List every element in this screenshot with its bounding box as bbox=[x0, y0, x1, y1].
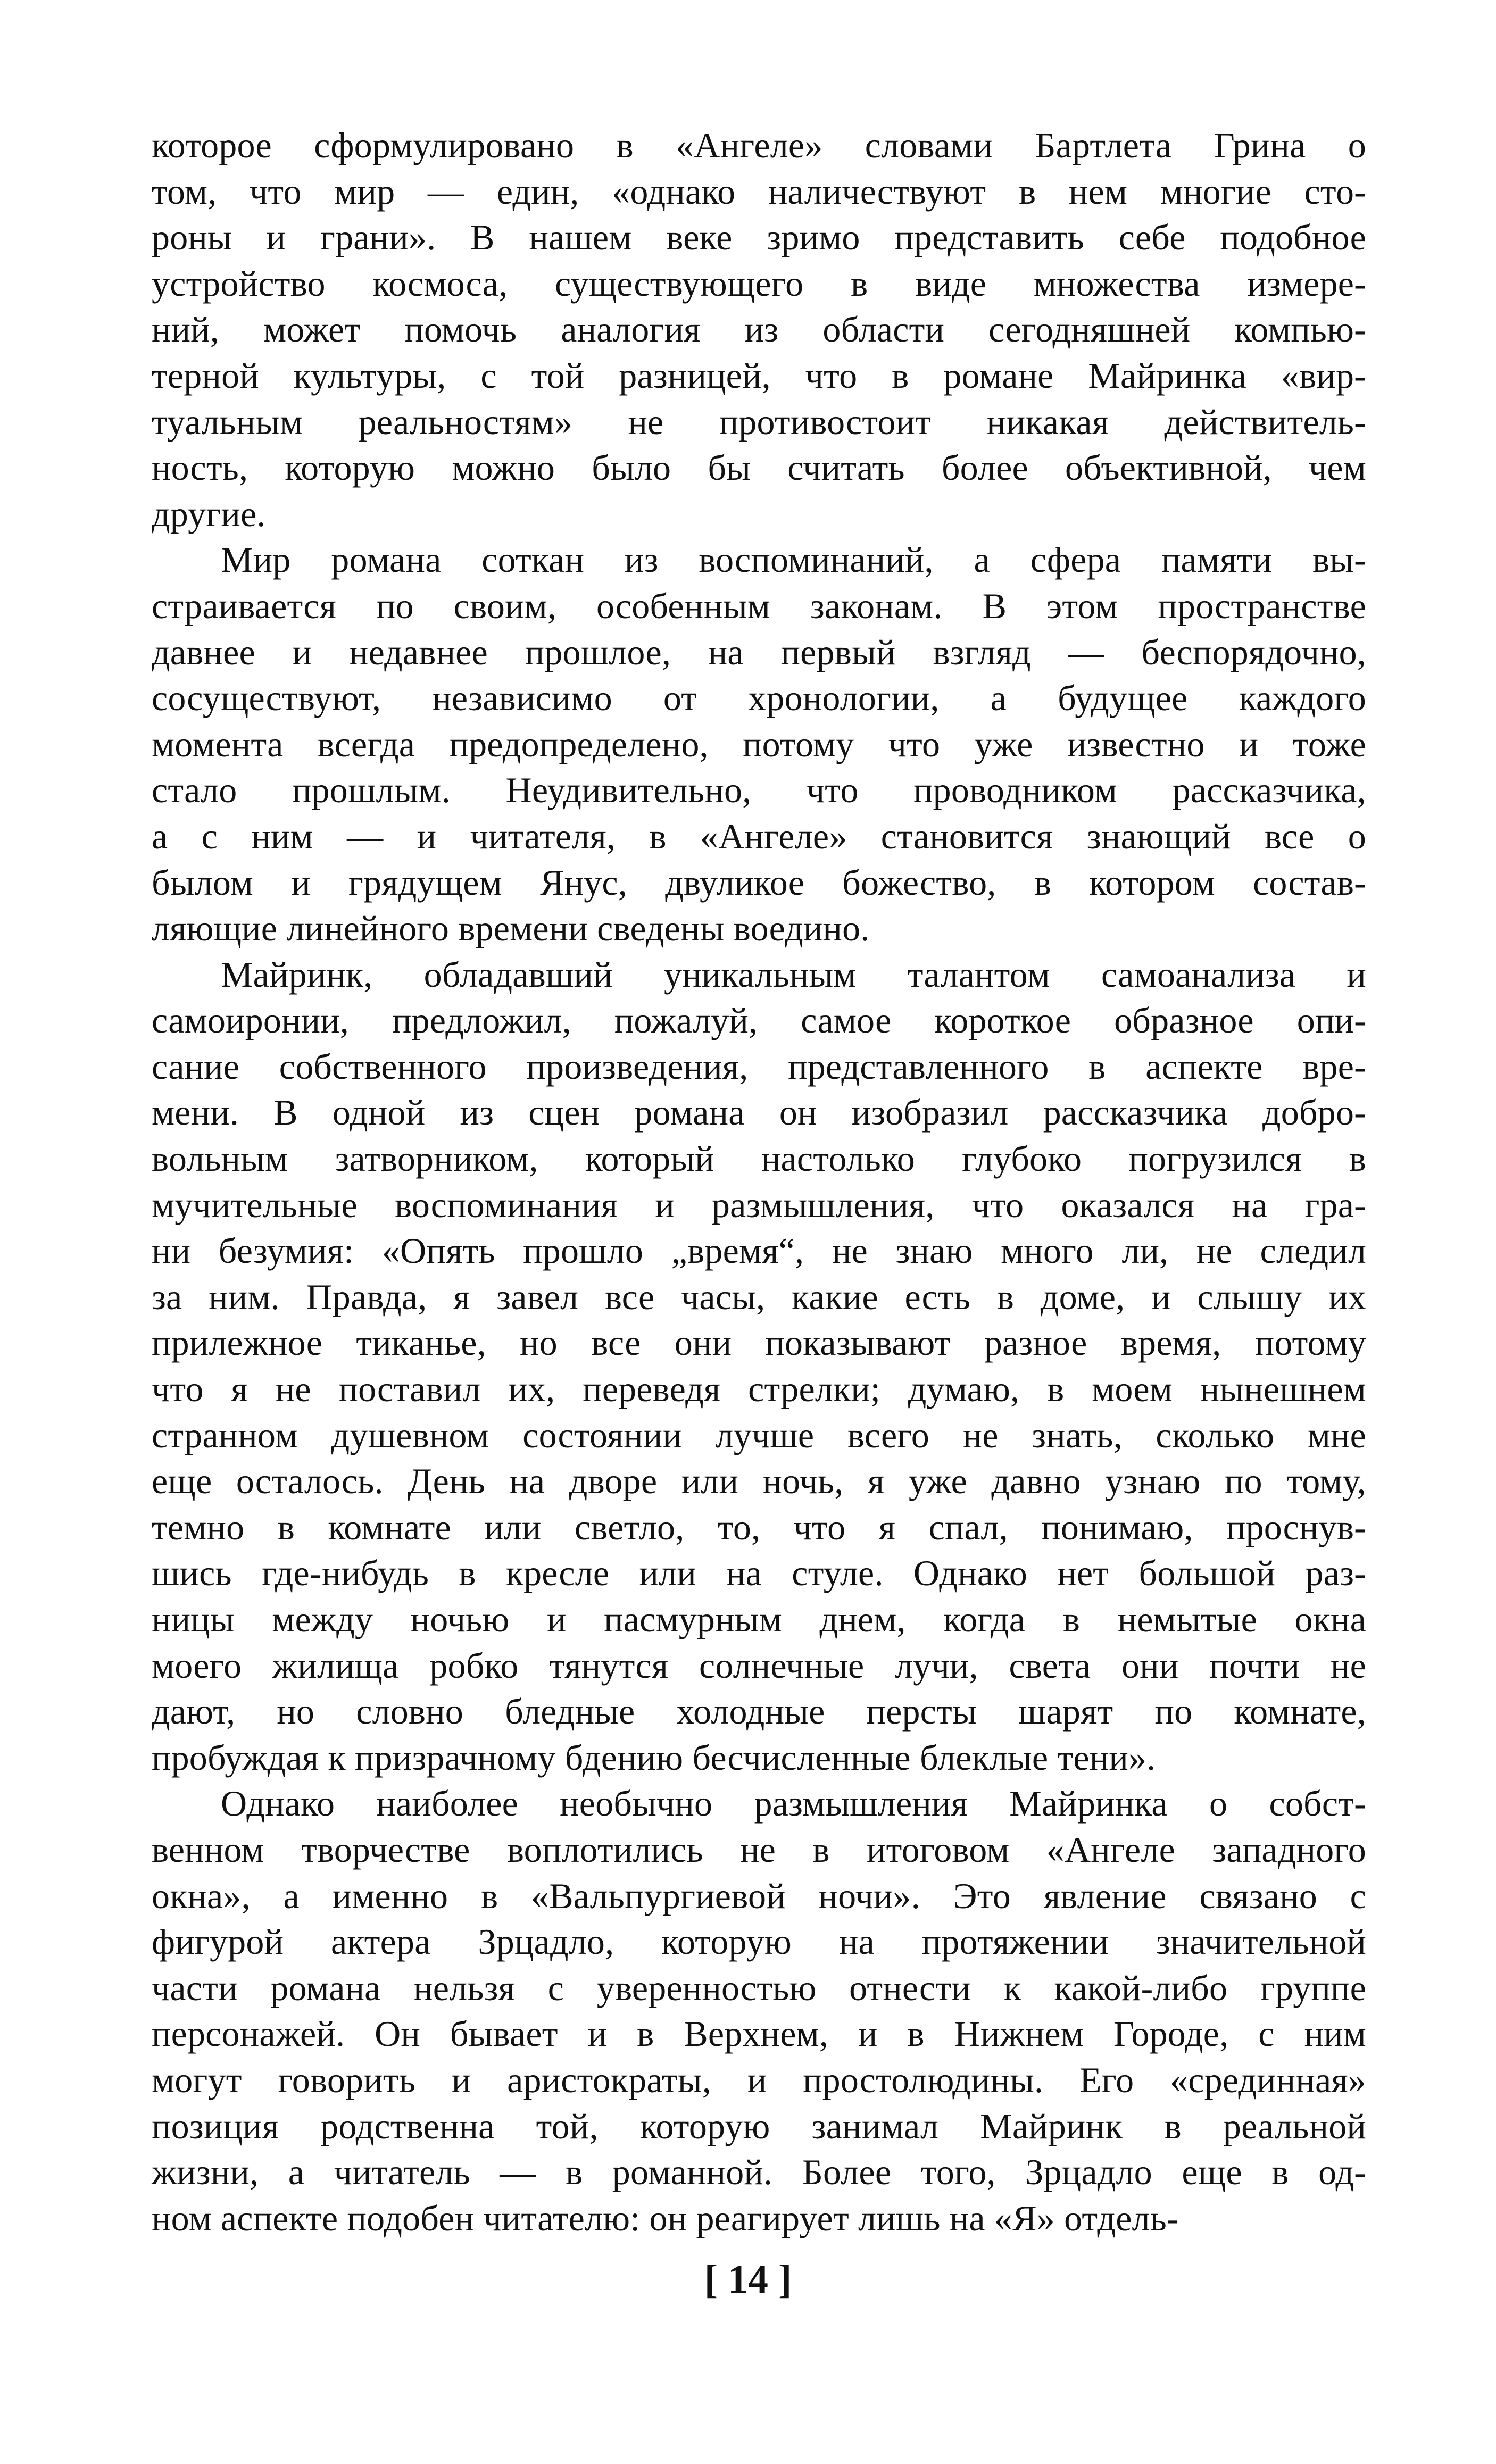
text-line: ном аспекте подобен читателю: он реагирует лишь на «Я» отдель- bbox=[152, 2197, 1179, 2238]
page-number: [ 14 ] bbox=[704, 2257, 792, 2302]
text-line: ний, может помочь аналогия из области сегодняшней компью- bbox=[152, 309, 1366, 350]
text-line: том, что мир — един, «однако наличествуют в нем многие сто- bbox=[152, 171, 1366, 212]
text-line: что я не поставил их, переведя стрелки; думаю, в моем нынешнем bbox=[152, 1369, 1366, 1410]
text-line: шись где-нибудь в кресле или на стуле. Однако нет большой раз- bbox=[152, 1553, 1366, 1594]
text-line: другие. bbox=[152, 493, 266, 534]
text-line: ницы между ночью и пасмурным днем, когда в немытые окна bbox=[152, 1599, 1366, 1639]
text-line: страивается по своим, особенным законам. В этом пространстве bbox=[152, 585, 1366, 626]
text-line: которое сформулировано в «Ангеле» словами Бартлета Грина о bbox=[152, 125, 1366, 165]
text-line: роны и грани». В нашем веке зримо представить себе подобное bbox=[152, 217, 1366, 258]
text-line: Однако наиболее необычно размышления Майринка о собст- bbox=[221, 1783, 1366, 1824]
text-line: момента всегда предопределено, потому что уже известно и тоже bbox=[152, 723, 1366, 764]
text-line: терной культуры, с той разницей, что в романе Майринка «вир- bbox=[152, 355, 1366, 396]
text-line: туальным реальностям» не противостоит никакая действитель- bbox=[152, 401, 1366, 442]
text-line: мучительные воспоминания и размышления, что оказался на гра- bbox=[152, 1184, 1366, 1225]
text-line: давнее и недавнее прошлое, на первый взгляд — беспорядочно, bbox=[152, 631, 1366, 672]
text-line: еще осталось. День на дворе или ночь, я уже давно узнаю по тому, bbox=[152, 1461, 1366, 1502]
text-line: дают, но словно бледные холодные персты шарят по комнате, bbox=[152, 1691, 1366, 1732]
text-line: былом и грядущем Янус, двуликое божество, в котором состав- bbox=[152, 862, 1366, 903]
text-line: за ним. Правда, я завел все часы, какие есть в доме, и слышу их bbox=[152, 1276, 1366, 1317]
text-line: вольным затворником, который настолько глубоко погрузился в bbox=[152, 1138, 1366, 1179]
text-line: темно в комнате или светло, то, что я спал, понимаю, проснув- bbox=[152, 1506, 1366, 1547]
text-line: окна», а именно в «Вальпургиевой ночи». Это явление связано с bbox=[152, 1875, 1366, 1916]
text-line: самоиронии, предложил, пожалуй, самое короткое образное опи- bbox=[152, 1000, 1366, 1041]
text-line: прилежное тиканье, но все они показывают разное время, потому bbox=[152, 1322, 1366, 1363]
text-line: а с ним — и читателя, в «Ангеле» становится знающий все о bbox=[152, 815, 1366, 856]
text-line: сосуществуют, независимо от хронологии, а будущее каждого bbox=[152, 678, 1366, 719]
body-text bbox=[152, 122, 1366, 2241]
text-line: странном душевном состоянии лучше всего не знать, сколько мне bbox=[152, 1414, 1366, 1455]
text-line: фигурой актера Зрцадло, которую на протяжении значительной bbox=[152, 1921, 1366, 1962]
text-line: позиция родственна той, которую занимал Майринк в реальной bbox=[152, 2105, 1366, 2146]
text-line: мени. В одной из сцен романа он изобразил рассказчика добро- bbox=[152, 1092, 1366, 1133]
text-line: стало прошлым. Неудивительно, что проводником рассказчика, bbox=[152, 770, 1366, 811]
text-line: сание собственного произведения, представленного в аспекте вре- bbox=[152, 1046, 1366, 1087]
text-line: моего жилища робко тянутся солнечные лучи, света они почти не bbox=[152, 1645, 1366, 1686]
text-line: могут говорить и аристократы, и простолюдины. Его «срединная» bbox=[152, 2059, 1366, 2100]
text-line: Мир романа соткан из воспоминаний, а сфера памяти вы- bbox=[221, 539, 1366, 580]
text-line: ляющие линейного времени сведены воедино. bbox=[152, 908, 870, 949]
text-line: ни безумия: «Опять прошло „время“, не знаю много ли, не следил bbox=[152, 1230, 1366, 1271]
text-line: части романа нельзя с уверенностью отнести к какой-либо группе bbox=[152, 1967, 1366, 2008]
text-line: Майринк, обладавший уникальным талантом самоанализа и bbox=[221, 954, 1366, 995]
text-line: устройство космоса, существующего в виде множества измере- bbox=[152, 263, 1366, 304]
text-line: пробуждая к призрачному бдению бесчисленные блеклые тени». bbox=[152, 1737, 1156, 1778]
text-line: жизни, а читатель — в романной. Более того, Зрцадло еще в од- bbox=[152, 2152, 1366, 2193]
text-line: ность, которую можно было бы считать более объективной, чем bbox=[152, 447, 1366, 488]
text-line: венном творчестве воплотились не в итоговом «Ангеле западного bbox=[152, 1829, 1366, 1870]
text-line: персонажей. Он бывает и в Верхнем, и в Нижнем Городе, с ним bbox=[152, 2013, 1366, 2054]
